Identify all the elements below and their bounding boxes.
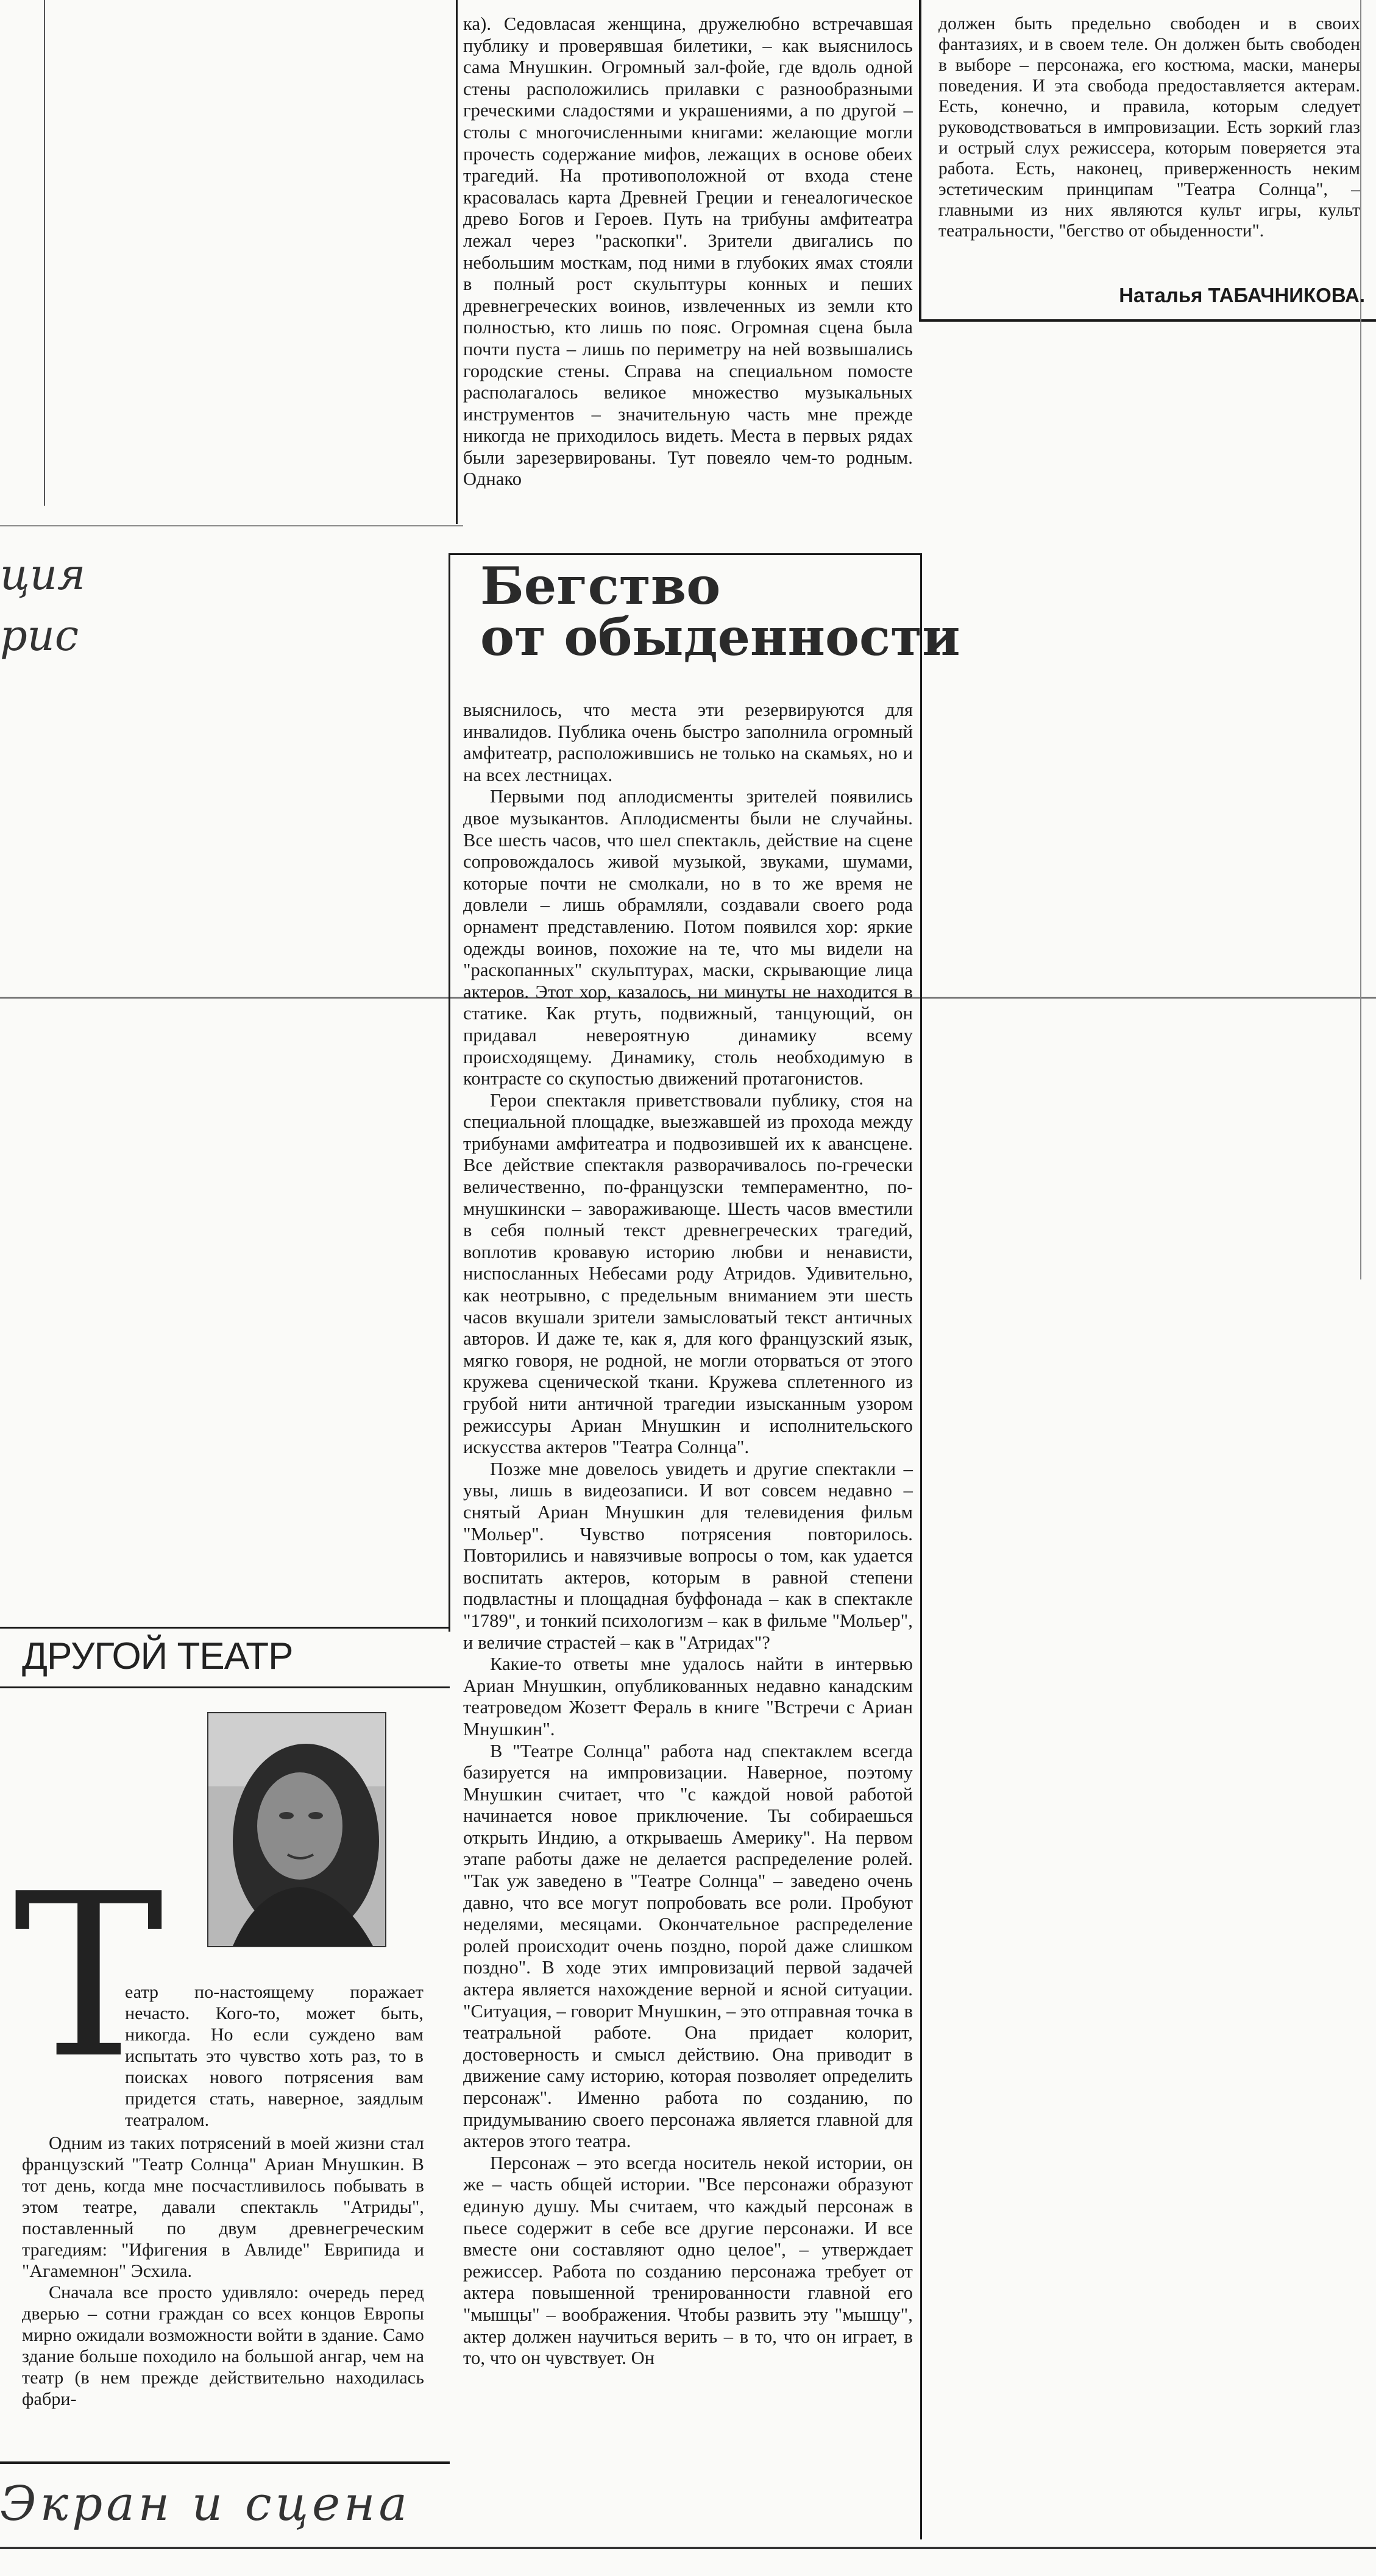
author-photo bbox=[207, 1712, 386, 1947]
paragraph: должен быть предельно свободен и в своих фантазиях, и в своем теле. Он должен быть свободен в выборе – персонажа, его костюма, маски, манеры поведения. И эта свобода предоставляется актерам. Есть, конечно, и правила, которым следует руководствоваться в импровизации. Есть зоркий глаз и острый слух режиссера, которым поверяется эта работа. Есть, наконец, приверженность неким эстетическим принципам "Театра Солнца", – главными из них являются культ игры, культ театральности, "бегство от обыденности". bbox=[938, 14, 1360, 241]
portrait-image bbox=[208, 1713, 385, 1946]
handwritten-caption-bottom: Экран и сцена bbox=[0, 2477, 411, 2532]
handwritten-note-2: рис bbox=[0, 610, 79, 660]
paragraph: Первыми под аплодисменты зрителей появились двое музыкантов. Аплодисменты были не случайны. Все шесть часов, что шел спектакль, действие на сцене сопровождалось живой музыкой, звуками, шумами, которые почти не смолкали, но в то же время не довлели – лишь обрамляли, создавали своего рода орнамент представлению. Потом появился хор: яркие одежды воинов, похожие на те, что мы видели на "раскопанных" скульптурах, маски, скрывающие лица актеров. Этот хор, казалось, ни минуты не находится в статике. Как ртуть, подвижный, танцующий, он придавал невероятную динамику всему происходящему. Динамику, столь необходимую в контрасте со скупостью движений протагонистов. bbox=[463, 786, 913, 1089]
page-edge-right bbox=[1360, 0, 1361, 1279]
column-2-main bbox=[463, 699, 913, 2369]
paragraph: В "Театре Солнца" работа над спектаклем всегда базируется на импровизации. Наверное, поэтому Мнушкин считает, что "с каждой новой работой начинается новое приключение. Ты собираешься открыть Индию, а открываешь Америку". На первом этапе работы даже не делается распределение ролей. "Так уж заведено в "Театре Солнца" – заведено очень давно, что все могут попробовать все роли. Пробуют неделями, месяцами. Окончательное распределение ролей происходит очень поздно, порой даже слишком поздно". В ходе этих импровизаций первой задачей актера является нахождение верной и ясной ситуации. "Ситуация, – говорит Мнушкин, – это отправная точка в театральной работе. Она придает колорит, достоверность и смысл действию. Она приводит в движение саму историю, которая позволяет определить персонаж". Именно работа по созданию, по придумыванию своего персонажа является главной для актеров этого театра. bbox=[463, 1740, 913, 2152]
paragraph: Герои спектакля приветствовали публику, стоя на специальной площадке, выезжавшей из прохода между трибунами амфитеатра и подвозившей их к авансцене. Все действие спектакля разворачивалось по-гречески величественно, по-французски темпераментно, по-мнушкински – завораживающе. Шесть часов вместили в себя полный текст древнегреческих трагедий, воплотив кровавую историю любви и ненависти, ниспосланных Небесами роду Атридов. Удивительно, как неотрывно, с предельным вниманием эти шесть часов вкушали зрители замысловатый текст античных авторов. И даже те, как я, для кого французский язык, мягко говоря, не родной, не могли оторваться от этого кружева сценической ткани. Кружева сплетенного из грубой нити античной трагедии изысканным узором режиссуры Ариан Мнушкин и исполнительского искусства актеров "Театра Солнца". bbox=[463, 1089, 913, 1458]
title-box-left bbox=[449, 553, 450, 1632]
col1-bottom-rule bbox=[0, 2461, 450, 2464]
paragraph: ка). Седовласая женщина, дружелюбно встречавшая публику и проверявшая билетики, – как выяснилось сама Мнушкин. Огромный зал-фойе, где вдоль одной стены расположились прилавки с разнообразными греческими сладостями и украшениями, а по другой – столы с многочисленными книгами: желающие могли прочесть содержание мифов, лежащих в основе обеих трагедий. На противоположной от входа стене красовалась карта Древней Греции и генеалогическое древо Богов и Героев. Путь на трибуны амфитеатра лежал через "раскопки". Зрители двигались по небольшим мосткам, под ними в глубоких ямах стояли в полный рост скульптуры конных и пеших древнегреческих воинов, извлеченных из земли кто полностью, кто лишь по пояс. Огромная сцена была почти пуста – лишь по периметру на ней возвышались городские стены. Справа на специальном помосте располагалось великое множество музыкальных инструментов – значительную часть мне прежде никогда не приходилось видеть. Места в первых рядах были зарезервированы. Тут повеяло чем-то родным. Однако bbox=[463, 13, 913, 490]
column-2-top bbox=[463, 13, 913, 490]
bottom-rule bbox=[0, 2547, 1376, 2549]
rubric-rule-bottom bbox=[0, 1686, 450, 1688]
drop-cap-T: Т bbox=[13, 1846, 164, 2108]
title-box-top bbox=[449, 553, 922, 555]
column-rule-left bbox=[456, 0, 458, 524]
paragraph: Какие-то ответы мне удалось найти в интервью Ариан Мнушкин, опубликованных недавно канадским театроведом Жозетт Фераль в книге "Встречи с Ариан Мнушкин". bbox=[463, 1654, 913, 1739]
column-rule-middle bbox=[919, 0, 921, 322]
paragraph: Одним из таких потрясений в моей жизни стал французский "Театр Солнца" Ариан Мнушкин. В тот день, когда мне посчастливилось побывать в этом театре, давали спектакль "Атриды", поставленный по двум древнегреческим трагедиям: "Ифигения в Авлиде" Еврипида и "Агамемнон" Эсхила. bbox=[22, 2133, 424, 2281]
article-title-line-2: от обыденности bbox=[480, 607, 960, 667]
column-1 bbox=[125, 1981, 424, 2131]
paragraph: Персонаж – это всегда носитель некой истории, он же – часть общей истории. "Все персонажи образуют единую душу. Мы считаем, что каждый персонаж в пьесе содержит в себе все другие персонажи. И все вместе они составляют одно целое", – утверждает режиссер. Работа по созданию персонажа требует от актера повышенной тренированности главной его "мышцы" – воображения. Чтобы развить эту "мышцу", актер должен научиться верить – в то, что он играет, в то, что он чувствует. Он bbox=[463, 2152, 913, 2369]
paragraph: Позже мне довелось увидеть и другие спектакли – увы, лишь в видеозаписи. И вот совсем недавно – снятый Ариан Мнушкин для телевидения фильм "Мольер". Чувство потрясения повторилось. Повторились и навязчивые вопросы о том, как удается воспитать актеров, которым в равной степени подвластны и площадная буффонада – как в спектакле "1789", и тонкий психологизм – как в фильме "Мольер", и величие страстей – как в "Атридах"? bbox=[463, 1458, 913, 1653]
paragraph: еатр по-настоящему поражает нечасто. Кого-то, может быть, никогда. Но если суждено вам испытать это чувство хоть раз, то в поисках нового потрясения вам придется стать, наверное, заядлым театралом. bbox=[125, 1982, 424, 2130]
column-3 bbox=[938, 13, 1360, 241]
paragraph: Сначала все просто удивляло: очередь перед дверью – сотни граждан со всех концов Европы мирно ожидали возможности войти в здание. Само здание больше походило на большой ангар, чем на театр (в нем прежде действительно находилась фабри- bbox=[22, 2282, 424, 2409]
column-1-continued bbox=[22, 2132, 424, 2410]
page-edge-left bbox=[44, 0, 45, 506]
paste-edge-1 bbox=[0, 525, 463, 526]
handwritten-note-1: ция bbox=[0, 550, 86, 600]
author-rule bbox=[919, 319, 1376, 322]
title-box-right bbox=[920, 553, 922, 2539]
rubric-rule-top bbox=[0, 1627, 450, 1629]
paragraph: выяснилось, что места эти резервируются для инвалидов. Публика очень быстро заполнила огромный амфитеатр, расположившись не только на скамьях, но и на всех лестницах. bbox=[463, 699, 913, 785]
article-title-line-1: Бегство bbox=[480, 556, 721, 616]
section-rubric: ДРУГОЙ ТЕАТР bbox=[22, 1635, 293, 1677]
author-byline: Наталья ТАБАЧНИКОВА. bbox=[1119, 284, 1365, 306]
